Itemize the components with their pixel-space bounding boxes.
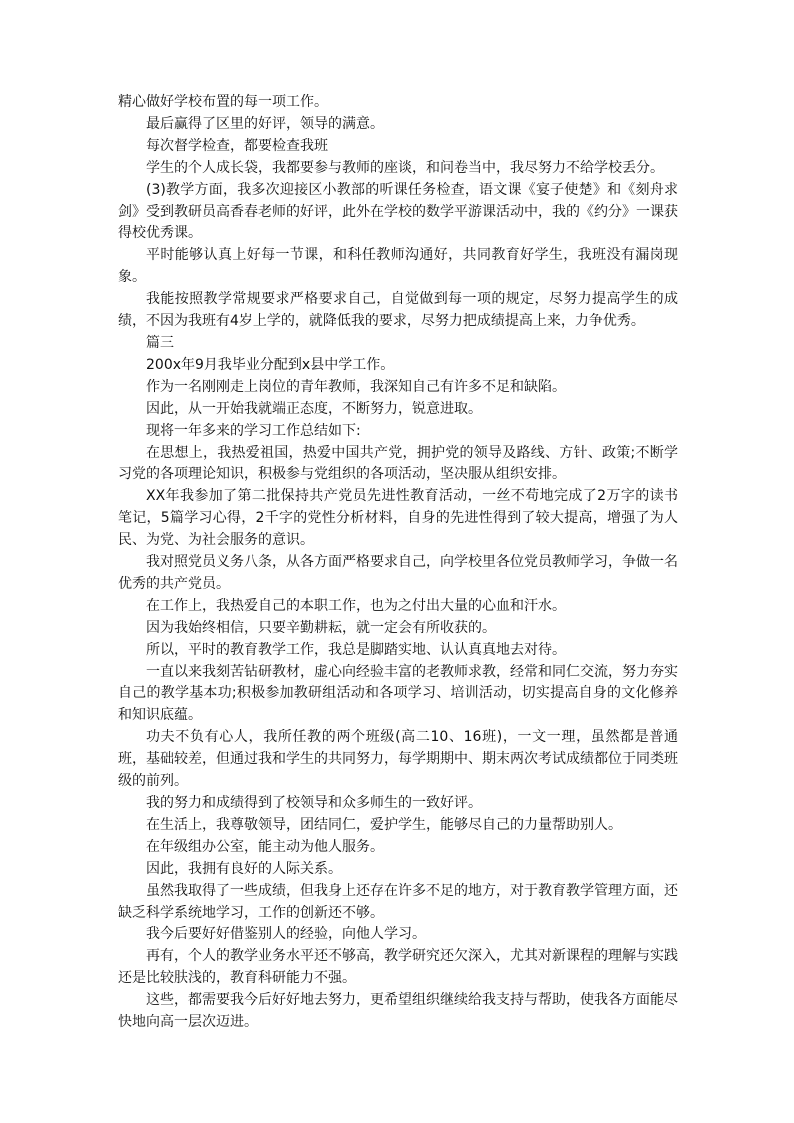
paragraph: 200x年9月我毕业分配到x县中学工作。	[146, 356, 395, 373]
paragraph: 再有，个人的教学业务水平还不够高，教学研究还欠深入，尤其对新课程的理解与实践还是比较肤浅的，教育科研能力不强。	[118, 948, 678, 987]
paragraph: 现将一年多来的学习工作总结如下:	[146, 422, 361, 439]
paragraph: 精心做好学校布置的每一项工作。	[118, 94, 328, 110]
paragraph: 一直以来我刻苦钻研教材，虚心向经验丰富的老教师求教，经常和同仁交流，努力夯实自己的教学基本功;积极参加教研组活动和各项学习、培训活动，切实提高自身的文化修养和知识底蕴。	[118, 663, 678, 724]
paragraph: 因此，我拥有良好的人际关系。	[146, 860, 342, 877]
paragraph: 功夫不负有心人，我所任教的两个班级(高二10、16班)，一文一理，虽然都是普通班，基础较差，但通过我和学生的共同努力，每学期期中、期末两次考试成绩都位于同类班级的前列。	[118, 729, 678, 790]
paragraph: 因此，从一开始我就端正态度，不断努力，锐意进取。	[146, 400, 482, 417]
paragraph: XX年我参加了第二批保持共产党员先进性教育活动，一丝不苟地完成了2万字的读书笔记，5篇学习心得，2千字的党性分析材料，自身的先进性得到了较大提高，增强了为人民、为党、为社会服务的意识。	[118, 488, 678, 549]
paragraph: 我今后要好好借鉴别人的经验，向他人学习。	[146, 926, 426, 943]
paragraph: (3)教学方面，我多次迎接区小教部的听课任务检查，语文课《宴子使楚》和《刻舟求剑》受到教研员高香春老师的好评，此外在学校的数学平游课活动中，我的《约分》一课获得校优秀课。	[118, 181, 678, 242]
paragraph: 学生的个人成长袋，我都要参与教师的座谈，和问卷当中，我尽努力不给学校丢分。	[146, 159, 664, 176]
paragraph: 在生活上，我尊敬领导，团结同仁，爱护学生，能够尽自己的力量帮助别人。	[146, 816, 622, 833]
paragraph: 因为我始终相信，只要辛勤耕耘，就一定会有所收获的。	[146, 619, 496, 636]
paragraph: 我能按照教学常规要求严格要求自己，自觉做到每一项的规定，尽努力提高学生的成绩，不因为我班有4岁上学的，就降低我的要求，尽努力把成绩提高上来，力争优秀。	[118, 291, 678, 330]
paragraph: 这些，都需要我今后好好地去努力，更希望组织继续给我支持与帮助，使我各方面能尽快地向高一层次迈进。	[118, 992, 678, 1031]
paragraph: 平时能够认真上好每一节课，和科任教师沟通好，共同教育好学生，我班没有漏岗现象。	[118, 247, 678, 286]
paragraph: 所以，平时的教育教学工作，我总是脚踏实地、认认真真地去对待。	[146, 641, 566, 658]
document-page	[118, 92, 678, 1034]
paragraph: 在思想上，我热爱祖国，热爱中国共产党，拥护党的领导及路线、方针、政策;不断学习党的各项理论知识，积极参与党组织的各项活动，坚决服从组织安排。	[118, 444, 678, 483]
paragraph: 我的努力和成绩得到了校领导和众多师生的一致好评。	[146, 795, 482, 811]
paragraph: 我对照党员义务八条，从各方面严格要求自己，向学校里各位党员教师学习，争做一名优秀的共产党员。	[118, 554, 678, 592]
paragraph: 每次督学检查，都要检查我班	[146, 137, 328, 154]
paragraph: 虽然我取得了一些成绩，但我身上还存在许多不足的地方，对于教育教学管理方面，还缺乏科学系统地学习，工作的创新还不够。	[118, 882, 678, 921]
paragraph: 作为一名刚刚走上岗位的青年教师，我深知自己有许多不足和缺陷。	[146, 378, 566, 395]
paragraph: 最后赢得了区里的好评，领导的满意。	[146, 115, 384, 132]
paragraph: 在年级组办公室，能主动为他人服务。	[146, 838, 384, 855]
section-heading: 篇三	[146, 334, 174, 351]
paragraph: 在工作上，我热爱自己的本职工作，也为之付出大量的心血和汗水。	[146, 597, 566, 614]
